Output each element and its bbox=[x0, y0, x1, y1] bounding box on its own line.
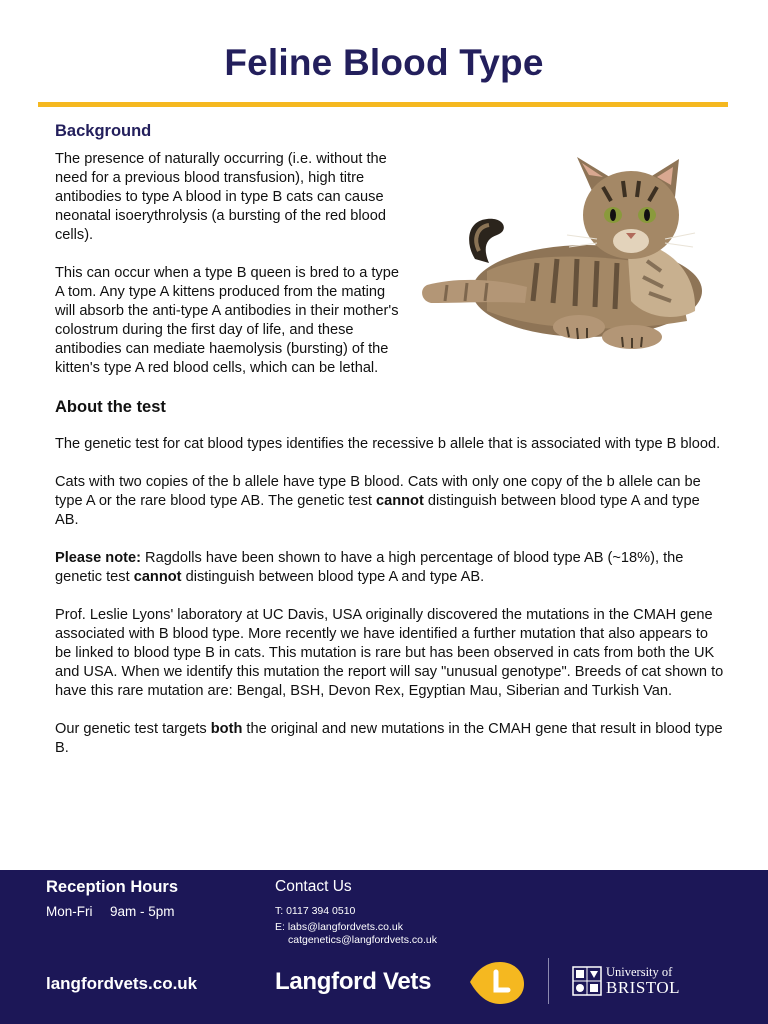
about-paragraph-4: Prof. Leslie Lyons' laboratory at UC Davis, USA originally discovered the mutations in the CMAH gene associated with B blood type. More recently we have identified a further mutation that also appears to be linked to blood type B in cats. This mutation is rare but has been observed in cats from both the UK and USA. When we identify this mutation the report will say "unusual genotype". Breeds of cat shown to have this rare mutation are: Bengal, BSH, Devon Rex, Egyptian Mau, Siberian and Turkish Van. bbox=[55, 607, 724, 699]
about-p5-a: Our genetic test targets bbox=[55, 721, 211, 737]
reception-hours-heading: Reception Hours bbox=[46, 878, 179, 896]
background-paragraph-1: The presence of naturally occurring (i.e. without the need for a previous blood transfusion), high titre antibodies to type A blood in type B cats can cause neonatal isoerythrolysis (a bursting of the red blood cells). bbox=[55, 151, 387, 243]
reception-days: Mon-Fri bbox=[46, 904, 93, 919]
about-paragraph-3 bbox=[55, 549, 725, 587]
about-p2-cannot: cannot bbox=[376, 493, 424, 509]
langford-vets-brand: Langford Vets bbox=[275, 968, 432, 995]
website-link[interactable]: langfordvets.co.uk bbox=[46, 974, 198, 993]
about-p2-c: distinguish between blood type A and type AB. bbox=[55, 493, 700, 528]
background-heading: Background bbox=[55, 122, 152, 140]
university-line-2: BRISTOL bbox=[606, 978, 681, 997]
about-p5-both: both bbox=[210, 721, 243, 737]
about-paragraph-1: The genetic test for cat blood types identifies the recessive b allele that is associated with type B blood. bbox=[55, 436, 721, 452]
langford-vets-logo-icon bbox=[466, 958, 528, 1006]
about-p5-c: the original and new mutations in the CMAH gene that result in blood type B. bbox=[55, 721, 723, 756]
title-underline bbox=[38, 102, 728, 107]
contact-email-labs[interactable]: E: labs@langfordvets.co.uk bbox=[275, 921, 403, 933]
about-paragraph-2 bbox=[55, 473, 725, 530]
cat-photo bbox=[417, 151, 735, 356]
about-p2-a: Cats with two copies of the b allele have type B blood. Cats with only one copy of the b allele can be type A or the rare blood type AB. The genetic test bbox=[55, 474, 701, 509]
reception-time: 9am - 5pm bbox=[110, 904, 175, 919]
please-note-label: Please note: bbox=[55, 550, 141, 566]
university-line-1: University of bbox=[606, 965, 673, 979]
about-p3-cannot: cannot bbox=[133, 569, 182, 585]
footer bbox=[0, 870, 768, 1024]
about-heading: About the test bbox=[55, 398, 166, 416]
contact-phone[interactable]: T: 0117 394 0510 bbox=[275, 905, 356, 917]
about-p3-b: Ragdolls have been shown to have a high percentage of blood type AB (~18%), the genetic test bbox=[55, 550, 684, 585]
main-content bbox=[55, 122, 725, 777]
about-paragraph-5 bbox=[55, 720, 725, 758]
footer-divider bbox=[548, 958, 549, 1004]
page-title: Feline Blood Type bbox=[224, 42, 544, 83]
about-p3-d: distinguish between blood type A and type AB. bbox=[181, 569, 485, 585]
university-crest-icon bbox=[572, 966, 602, 996]
university-of-bristol-wordmark bbox=[606, 966, 680, 996]
contact-us-heading: Contact Us bbox=[275, 878, 352, 895]
contact-email-catgenetics[interactable]: catgenetics@langfordvets.co.uk bbox=[288, 934, 437, 946]
background-paragraph-2-text: This can occur when a type B queen is bred to a type A tom. Any type A kittens produced from the mating will absorb the anti-type A antibodies in their mother's colostrum during the first day of life, and these antibodies can mediate haemolysis (bursting) of the kitten's type A red blood cells, which can be lethal. bbox=[55, 265, 399, 376]
